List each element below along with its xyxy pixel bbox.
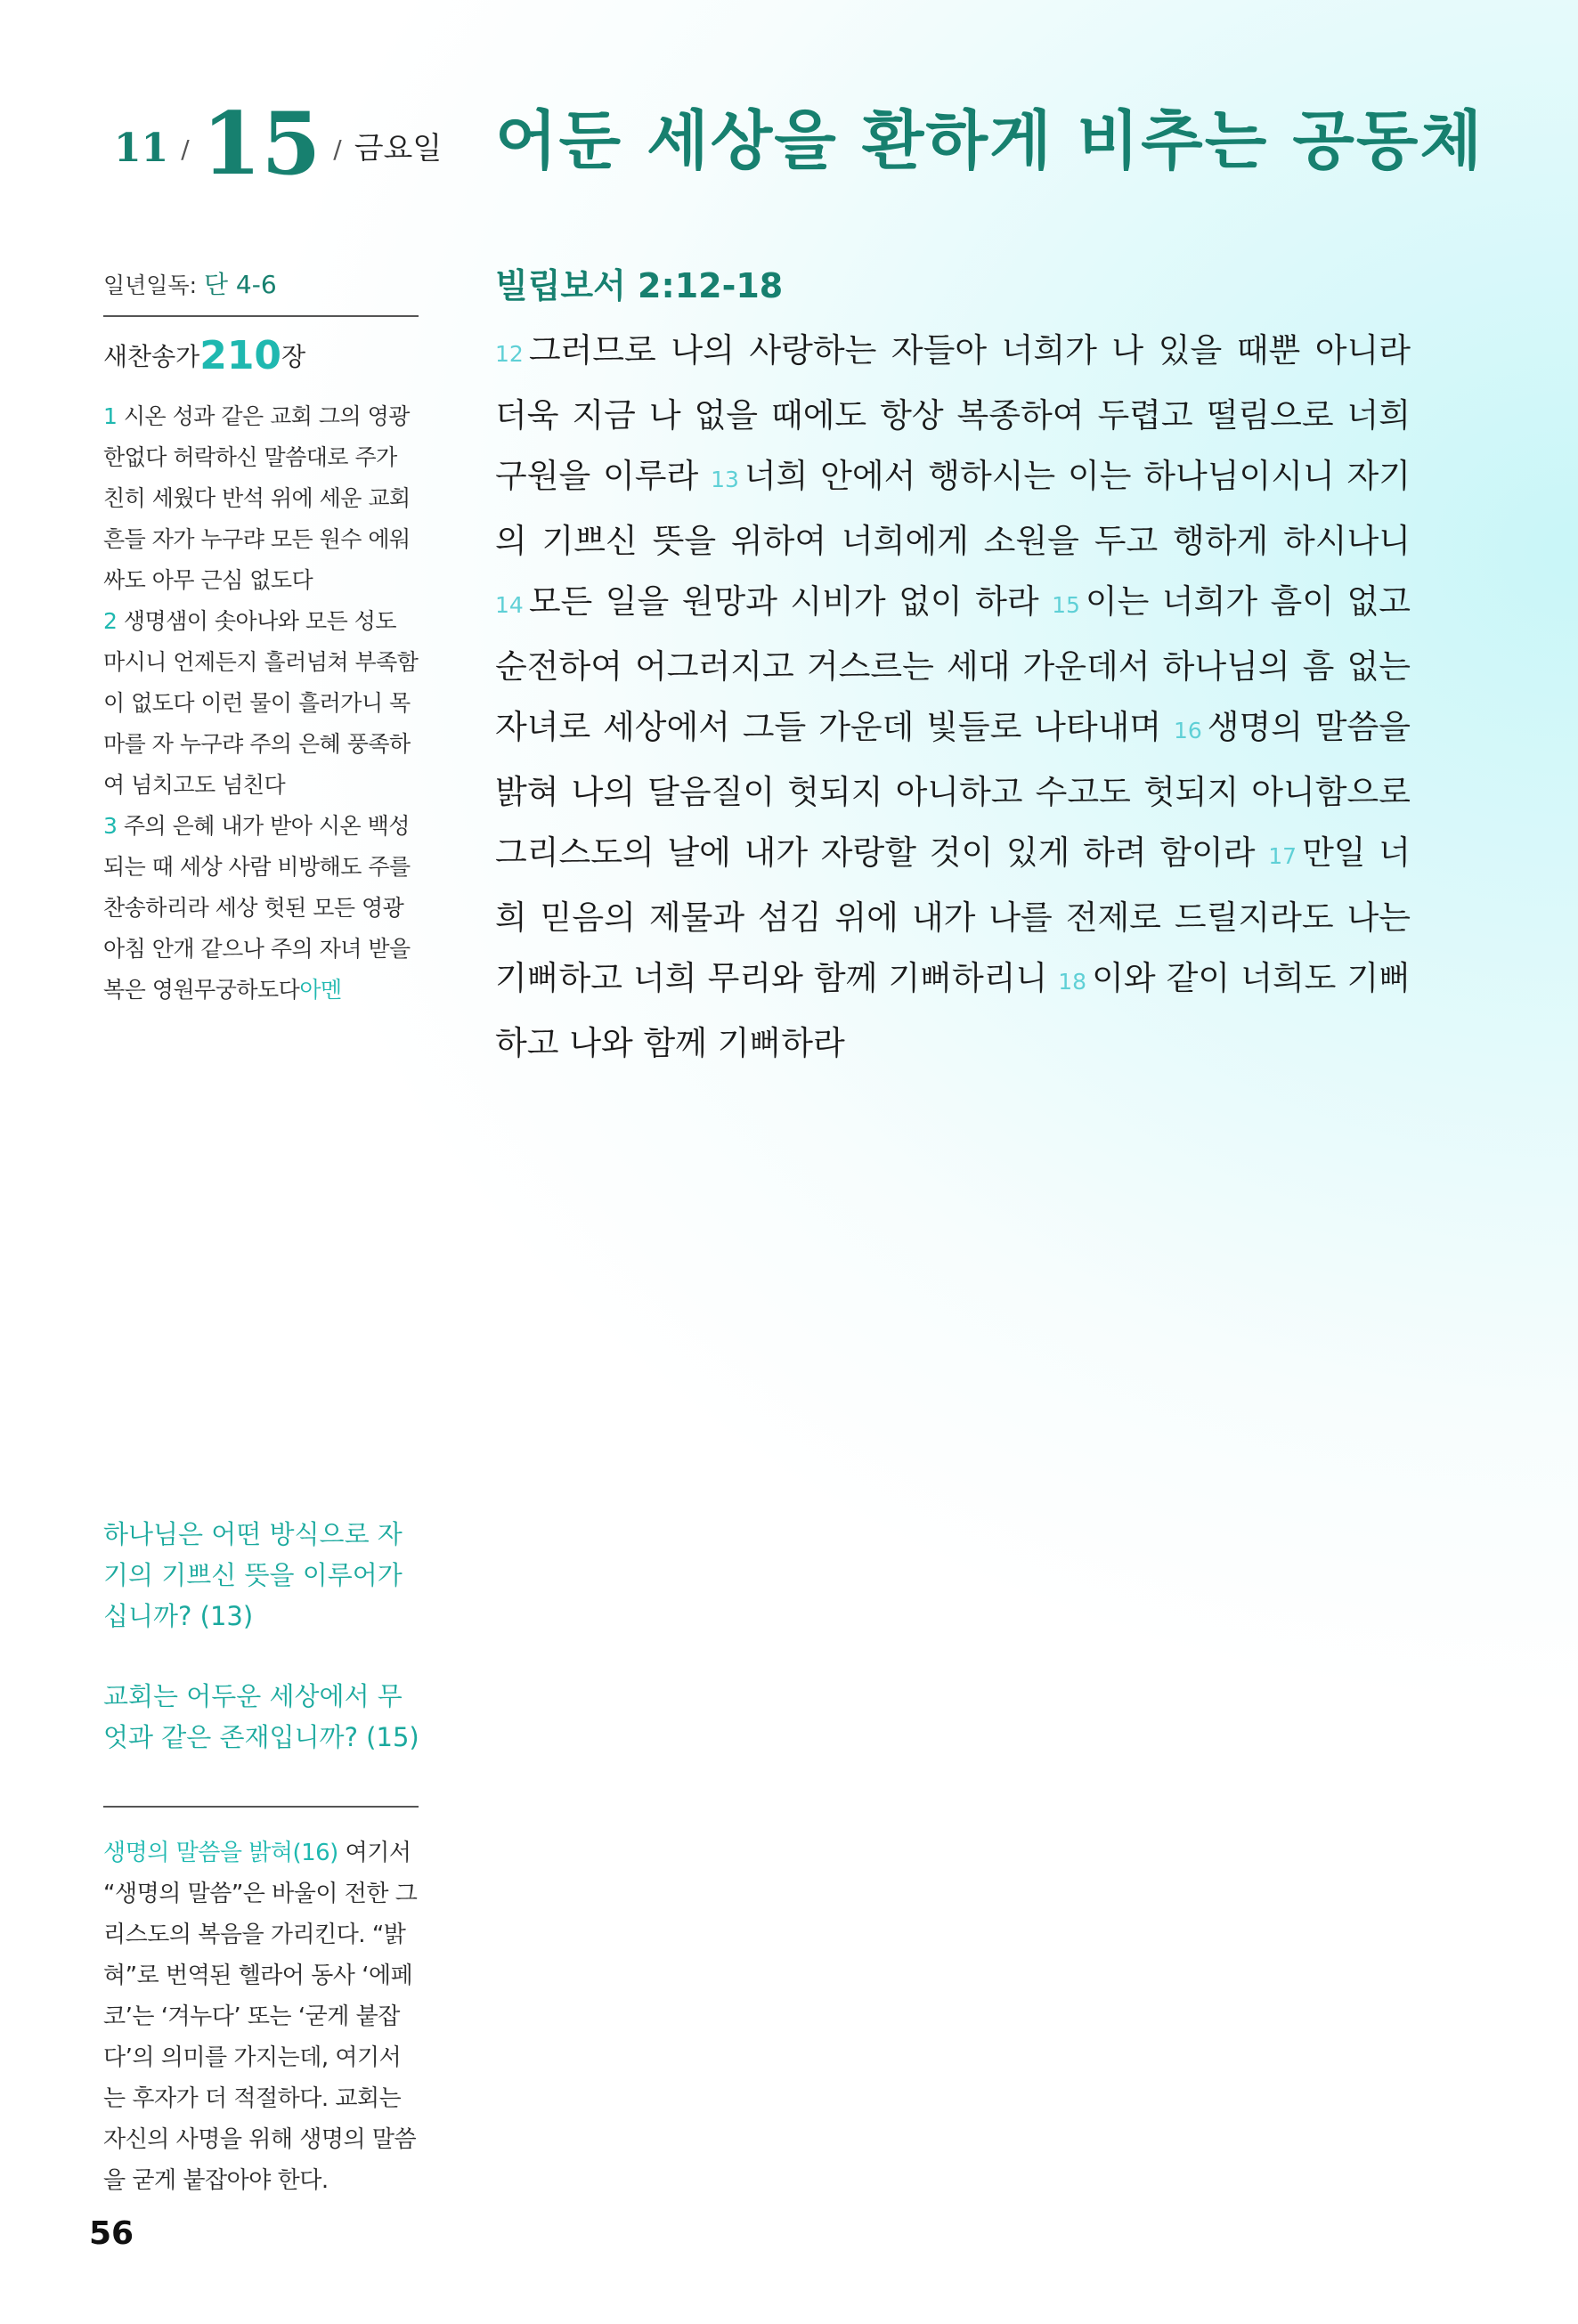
hymn-verse: [103, 806, 419, 1011]
yearly-reading-ref: 단 4-6: [203, 270, 277, 299]
commentary-title: 생명의 말씀을 밝혀(16): [103, 1840, 338, 1866]
hymn-lyrics: [103, 396, 419, 1011]
hymn-verse: [103, 601, 419, 806]
verse-number: 16: [1173, 718, 1202, 744]
yearly-reading: [103, 265, 419, 317]
date-header: [114, 89, 443, 194]
verse-text: 만일 너희 믿음의 제물과 섬김 위에 내가 나를 전제로 드릴지라도 나는 기뻐하고 너희 무리와 함께 기뻐하리니: [495, 833, 1411, 997]
verse-number: 14: [495, 592, 524, 618]
divider: [103, 1806, 419, 1808]
verse-text: 너희 안에서 행하시는 이는 하나님이시니 자기의 기쁘신 뜻을 위하여 너희에게 소원을 두고 행하게 하시나니: [495, 457, 1411, 560]
hymn-verse-number: 3: [103, 813, 118, 839]
yearly-reading-label: 일년일독:: [103, 272, 198, 298]
commentary-body: 여기서 “생명의 말씀”은 바울이 전한 그리스도의 복음을 가리킨다. “밝혀”로 번역된 헬라어 동사 ‘에페코’는 ‘겨누다’ 또는 ‘굳게 붙잡다’의 의미를 가지는데, 여기서는 후자가 더 적절하다. 교회는 자신의 사명을 위해 생명의 말씀을 굳게 붙잡아야 한다.: [103, 1840, 418, 2194]
hymn-amen: 아멘: [299, 977, 342, 1003]
verse-text: 그러므로 나의 사랑하는 자들아 너희가 나 있을 때뿐 아니라 더욱 지금 나 없을 때에도 항상 복종하여 두렵고 떨림으로 너희 구원을 이루라: [495, 331, 1411, 495]
page-title: 어둔 세상을 환하게 비추는 공동체: [495, 103, 1484, 178]
hymn-verse-number: 2: [103, 608, 118, 634]
verse-number: 15: [1052, 592, 1080, 618]
question: 하나님은 어떤 방식으로 자기의 기쁘신 뜻을 이루어가십니까? (13): [103, 1519, 403, 1631]
sidebar: [103, 265, 419, 1011]
hymn-verse-text: 주의 은혜 내가 받아 시온 백성 되는 때 세상 사람 비방해도 주를 찬송하리라 세상 헛된 모든 영광 아침 안개 같으나 주의 자녀 받을 복은 영원무궁하도다: [103, 813, 411, 1003]
date-month: 11: [114, 126, 169, 171]
verse-number: 18: [1058, 969, 1087, 995]
reflection-questions: [103, 1514, 424, 1797]
date-weekday: 금요일: [354, 131, 443, 167]
hymn-prefix: 새찬송가: [103, 342, 200, 371]
verse-text: 모든 일을 원망과 시비가 없이 하라: [528, 582, 1039, 621]
commentary-note: [103, 1832, 422, 2201]
hymn-heading: [103, 333, 419, 378]
date-separator: /: [181, 134, 190, 164]
question: 교회는 어두운 세상에서 무엇과 같은 존재입니까? (15): [103, 1681, 419, 1752]
date-separator: /: [333, 134, 342, 164]
hymn-verse-text: 시온 성과 같은 교회 그의 영광 한없다 허락하신 말씀대로 주가 친히 세웠다 반석 위에 세운 교회 흔들 자가 누구랴 모든 원수 에워 싸도 아무 근심 없도다: [103, 403, 411, 593]
scripture-text: [495, 321, 1411, 1074]
date-day: 15: [201, 93, 321, 194]
hymn-verse-number: 1: [103, 403, 118, 429]
scripture-reference: 빌립보서 2:12-18: [495, 266, 784, 305]
verse-number: 13: [711, 467, 739, 492]
verse-text: 이와 같이 너희도 기뻐하고 나와 함께 기뻐하라: [495, 959, 1411, 1062]
verse-text: 생명의 말씀을 밝혀 나의 달음질이 헛되지 아니하고 수고도 헛되지 아니함으로 그리스도의 날에 내가 자랑할 것이 있게 하려 함이라: [495, 708, 1411, 872]
hymn-verse: [103, 396, 419, 601]
hymn-suffix: 장: [281, 342, 306, 371]
verse-number: 12: [495, 341, 524, 367]
verse-number: 17: [1268, 843, 1297, 869]
page-number: 56: [89, 2215, 134, 2252]
hymn-verse-text: 생명샘이 솟아나와 모든 성도 마시니 언제든지 흘러넘쳐 부족함이 없도다 이런 물이 흘러가니 목마를 자 누구랴 주의 은혜 풍족하여 넘치고도 넘친다: [103, 608, 419, 798]
hymn-number: 210: [199, 333, 282, 378]
verse-text: 이는 너희가 흠이 없고 순전하여 어그러지고 거스르는 세대 가운데서 하나님의 흠 없는 자녀로 세상에서 그들 가운데 빛들로 나타내며: [495, 582, 1411, 746]
